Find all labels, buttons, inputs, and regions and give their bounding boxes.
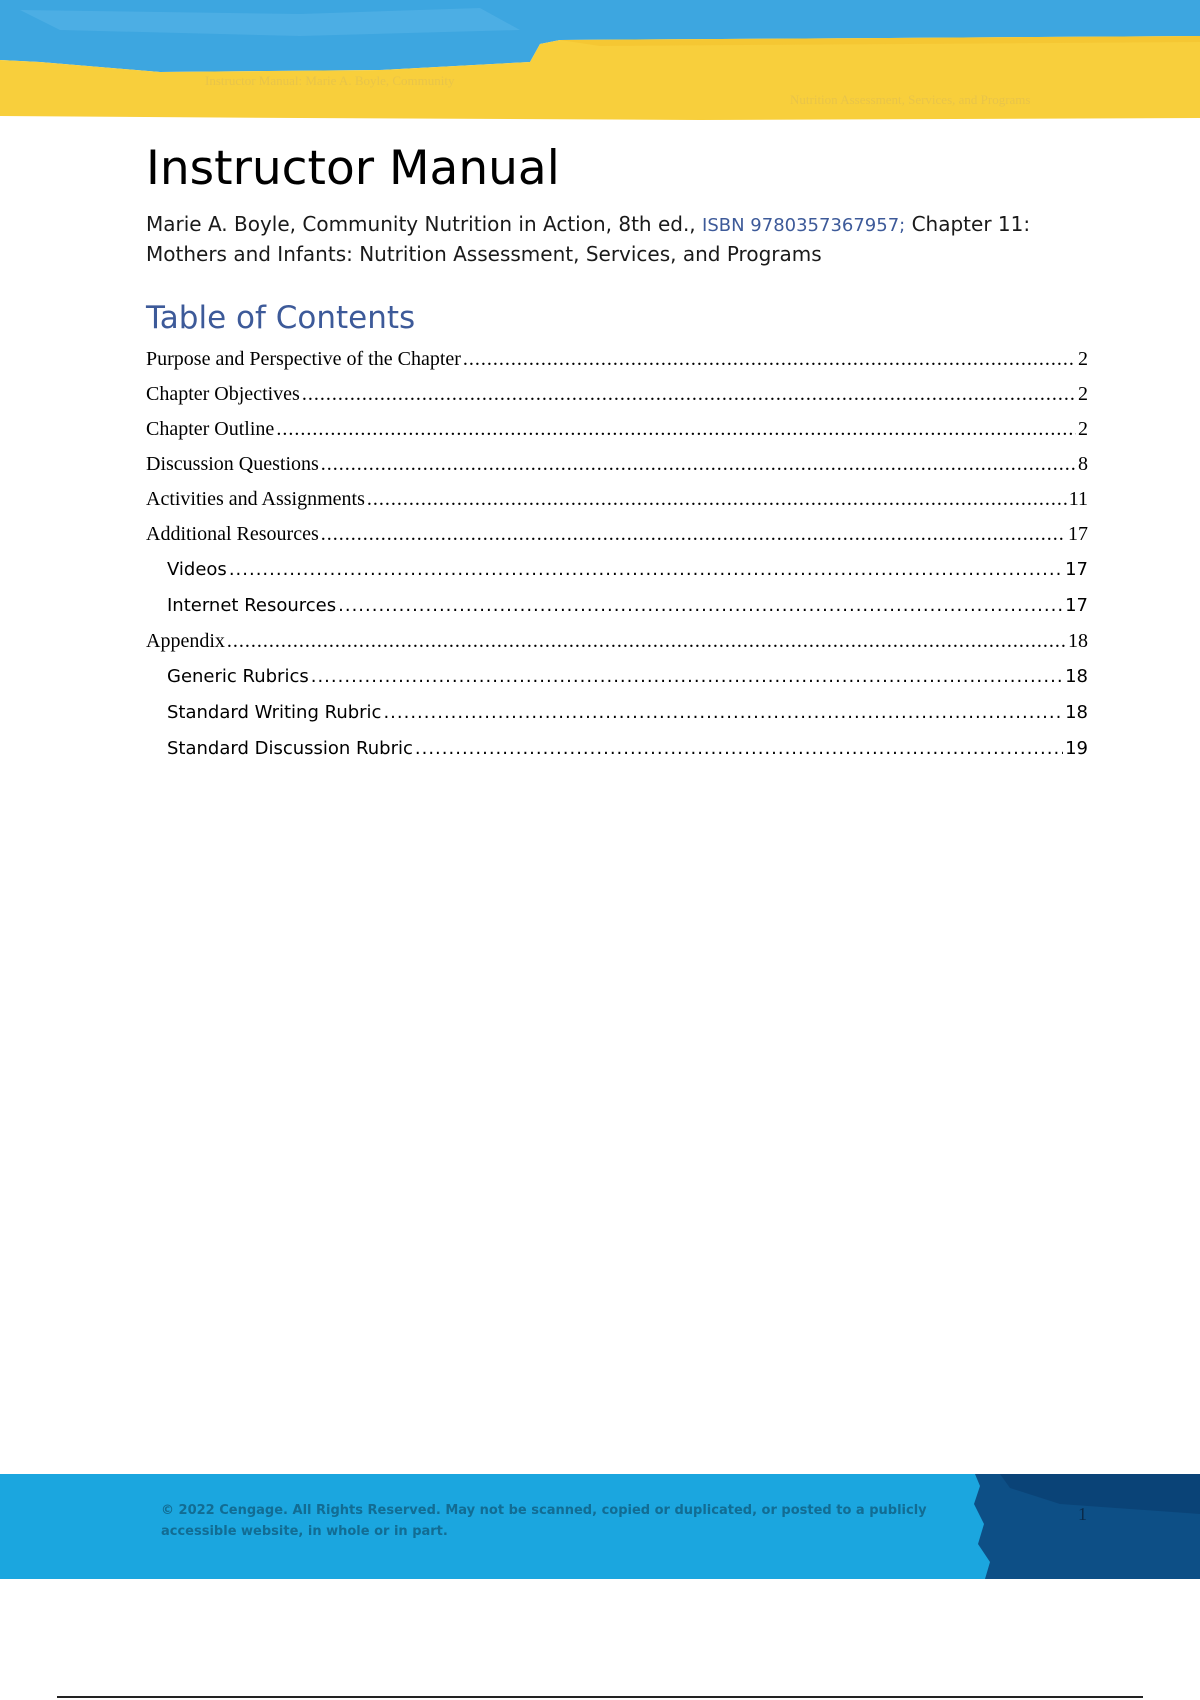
header-running-title-left: Instructor Manual: Marie A. Boyle, Community [205,73,455,88]
page-bottom-divider [57,1696,1143,1698]
toc-dot-leader [338,588,1063,624]
toc-entry-discussion-questions[interactable] [146,447,1088,482]
toc-entry-page: 11 [1068,488,1088,510]
toc-entry-label: Activities and Assignments [146,488,365,510]
toc-entry-page: 17 [1068,523,1088,545]
toc-entry-writing-rubric[interactable] [146,695,1088,731]
toc-entry-label: Appendix [146,630,225,652]
subtitle-chapter: Chapter 11: Mothers and Infants: Nutrition Assessment, Services, and Programs [146,212,1031,266]
toc-entry-discussion-rubric[interactable] [146,731,1088,767]
page-number: 1 [1078,1504,1087,1524]
toc-dot-leader [229,552,1063,588]
header-banner [0,0,1200,124]
toc-entry-page: 18 [1065,666,1088,687]
toc-entry-outline[interactable] [146,412,1088,447]
document-subtitle [146,210,1046,268]
toc-dot-leader [311,659,1063,695]
toc-entry-page: 19 [1065,738,1088,759]
toc-entry-page: 8 [1078,453,1088,475]
copyright-notice: © 2022 Cengage. All Rights Reserved. May not be scanned, copied or duplicated, or posted to a publicly accessible website, in whole or in part. [161,1503,927,1539]
toc-dot-leader [383,695,1063,731]
toc-entry-page: 18 [1068,630,1088,652]
toc-entry-label: Discussion Questions [146,453,319,475]
toc-dot-leader [302,377,1076,412]
toc-entry-appendix[interactable] [146,624,1088,659]
toc-entry-label: Purpose and Perspective of the Chapter [146,348,461,370]
toc-entry-purpose[interactable] [146,342,1088,377]
toc-entry-videos[interactable] [146,552,1088,588]
footer-banner [0,1474,1200,1579]
toc-entry-label: Videos [167,559,227,580]
toc-entry-additional-resources[interactable] [146,517,1088,552]
toc-dot-leader [227,624,1066,659]
toc-dot-leader [321,447,1076,482]
toc-entry-label: Additional Resources [146,523,319,545]
toc-entry-generic-rubrics[interactable] [146,659,1088,695]
toc-dot-leader [367,482,1067,517]
page-content [146,140,1088,767]
toc-dot-leader [276,412,1076,447]
toc-entry-page: 17 [1065,559,1088,580]
toc-entry-label: Chapter Objectives [146,383,300,405]
toc-heading: Table of Contents [146,300,416,336]
toc-entry-page: 2 [1078,383,1088,405]
toc-entry-label: Standard Discussion Rubric [167,738,413,759]
toc-entry-label: Standard Writing Rubric [167,702,382,723]
toc-entry-label: Chapter Outline [146,418,275,440]
toc-entry-activities[interactable] [146,482,1088,517]
subtitle-author: Marie A. Boyle, Community Nutrition in Action, 8th ed., [146,212,703,236]
page-title: Instructor Manual [146,141,560,196]
toc-dot-leader [415,731,1063,767]
subtitle-isbn: ISBN 9780357367957; [702,215,906,236]
toc-entry-internet-resources[interactable] [146,588,1088,624]
toc-entry-label: Internet Resources [167,595,337,616]
toc-entry-label: Generic Rubrics [167,666,309,687]
toc-entry-page: 2 [1078,418,1088,440]
toc-entry-page: 17 [1065,595,1088,616]
table-of-contents [146,342,1088,767]
toc-entry-objectives[interactable] [146,377,1088,412]
toc-entry-page: 2 [1078,348,1088,370]
toc-dot-leader [321,517,1066,552]
toc-dot-leader [463,342,1076,377]
header-running-title-right: Nutrition Assessment, Services, and Programs [790,92,1031,107]
toc-entry-page: 18 [1065,702,1088,723]
